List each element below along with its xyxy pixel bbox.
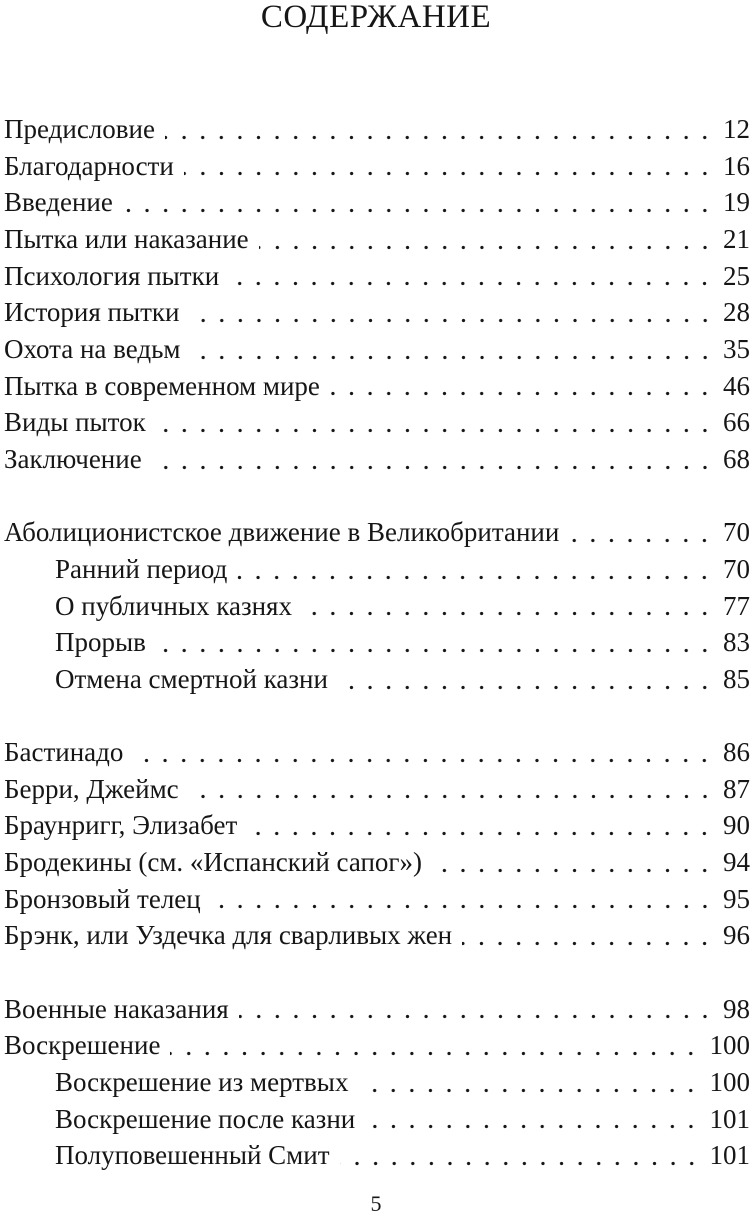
toc-entry [4,111,750,148]
toc-entry-label: История пытки [4,297,180,328]
toc-entry-page: 12 [723,114,750,144]
toc-entry-label: О публичных казнях [55,590,292,621]
toc-entry-page: 46 [723,370,750,401]
toc-entry-label: Бронзовый телец [4,883,201,914]
toc-entry-label: Бастинадо [4,737,124,768]
dot-leader [302,588,719,625]
toc-entry-label: Полуповешенный Смит [55,1140,330,1171]
toc-entry-page: 98 [723,993,750,1024]
dot-leader [133,734,719,771]
page-title: СОДЕРЖАНИЕ [260,0,492,35]
dot-leader [330,368,719,405]
dot-leader [569,514,719,551]
toc-entry-label: Заключение [4,443,142,474]
toc-entry-page: 86 [723,737,750,768]
toc-entry [4,771,750,808]
toc-entry [4,404,750,441]
toc-entry-page: 85 [723,663,750,694]
dot-leader [156,404,719,441]
dot-leader [211,881,719,918]
dot-leader [189,771,719,808]
toc-entry [4,807,750,844]
dot-leader [190,294,720,331]
toc-subentry [4,1101,750,1138]
dot-leader [338,661,719,698]
toc-entry [4,368,750,405]
toc-entry-page: 66 [723,407,750,438]
toc-entry-page: 25 [723,260,750,291]
toc-entry [4,221,750,258]
dot-leader [247,807,719,844]
dot-leader [156,624,719,661]
toc-entry-label: Предисловие [4,114,155,144]
dot-leader [184,148,719,185]
toc-entry-page: 21 [723,223,750,254]
page-number: 5 [370,1191,382,1216]
toc-entry-page: 70 [723,553,750,584]
dot-leader [365,1101,705,1138]
dot-leader [237,551,719,588]
toc-entry [4,258,750,295]
toc-entry-label: Аболиционистское движение в Великобритании [4,517,560,548]
toc-entry-page: 35 [723,333,750,364]
dot-leader [462,917,719,954]
toc-entry-label: Виды пыток [4,407,146,438]
toc-entry-page: 100 [709,1067,750,1098]
toc-entry [4,881,750,918]
toc-group [4,991,750,1174]
toc-entry-label: Охота на ведьм [4,333,181,364]
dot-leader [259,221,719,258]
dot-leader [358,1064,705,1101]
toc-entry [4,991,750,1028]
toc-entry-page: 90 [723,810,750,841]
toc-entry-page: 94 [723,847,750,878]
toc-entry-page: 101 [709,1140,750,1171]
toc-entry-page: 96 [723,920,750,951]
toc-entry [4,514,750,551]
toc-entry-label: Берри, Джеймс [4,773,179,804]
toc-entry-page: 77 [723,590,750,621]
toc-subentry [4,588,750,625]
toc-entry-page: 68 [723,443,750,474]
toc-subentry [4,551,750,588]
toc-entry-label: Пытка или наказание [4,223,249,254]
dot-leader [191,331,719,368]
toc-group [4,734,750,954]
toc-entry-label: Воскрешение после казни [55,1103,356,1134]
table-of-contents [4,111,750,1174]
toc-entry-label: Отмена смертной казни [55,663,328,694]
toc-entry-page: 83 [723,627,750,658]
toc-entry-label: Психология пытки [4,260,220,291]
toc-subentry [4,661,750,698]
toc-entry-page: 101 [709,1103,750,1134]
toc-entry [4,148,750,185]
toc-entry-label: Бродекины (см. «Испанский сапог») [4,847,422,878]
toc-entry-label: Воскрешение [4,1030,161,1061]
toc-group [4,514,750,697]
toc-entry-label: Военные наказания [4,993,229,1024]
toc-entry [4,331,750,368]
toc-entry-label: Браунригг, Элизабет [4,810,238,841]
toc-group [4,111,750,478]
toc-entry-page: 28 [723,297,750,328]
toc-entry [4,917,750,954]
toc-entry [4,844,750,881]
dot-leader [239,991,719,1028]
toc-subentry [4,1137,750,1174]
toc-subentry [4,624,750,661]
dot-leader [152,441,719,478]
dot-leader [165,111,719,148]
toc-entry-label: Прорыв [55,627,146,658]
toc-entry-label: Ранний период [55,553,228,584]
toc-entry-page: 16 [723,150,750,181]
toc-entry-label: Пытка в современном мире [4,370,320,401]
toc-entry [4,184,750,221]
toc-entry-label: Брэнк, или Уздечка для сварливых жен [4,920,453,951]
toc-entry-page: 87 [723,773,750,804]
toc-entry-page: 19 [723,187,750,218]
toc-entry-label: Воскрешение из мертвых [55,1067,349,1098]
toc-entry [4,441,750,478]
toc-entry [4,734,750,771]
dot-leader [229,258,719,295]
toc-entry-page: 95 [723,883,750,914]
toc-entry-page: 100 [709,1030,750,1061]
dot-leader [123,184,719,221]
dot-leader [170,1027,705,1064]
toc-entry-label: Благодарности [4,150,174,181]
toc-entry-label: Введение [4,187,113,218]
toc-entry-page: 70 [723,517,750,548]
toc-subentry [4,1064,750,1101]
dot-leader [432,844,719,881]
dot-leader [340,1137,706,1174]
toc-entry [4,294,750,331]
toc-entry [4,1027,750,1064]
